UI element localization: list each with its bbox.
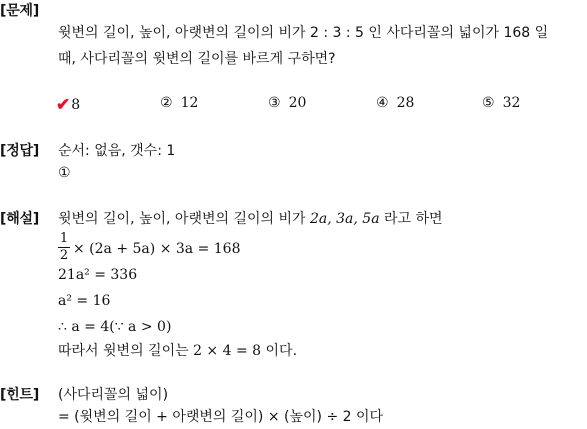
problem-text-line-2: 때, 사다리꼴의 윗변의 길이를 바르게 구하면? — [58, 51, 336, 67]
choice-3[interactable] — [268, 96, 306, 110]
conclusion-text: 따라서 윗변의 길이는 — [58, 343, 189, 359]
conclusion-math: 2 × 4 = 8 — [193, 343, 262, 359]
choice-4-value: 28 — [396, 95, 415, 111]
equation-4: ∴ a = 4(∵ a > 0) — [58, 319, 172, 335]
explanation-conclusion — [58, 344, 297, 358]
hint-line-1: (사다리꼴의 넓이) — [58, 387, 169, 403]
choice-2-number: ② — [160, 95, 173, 111]
answer-label: [정답] — [0, 143, 40, 159]
explanation-label: [해설] — [0, 211, 40, 227]
equation-1: × (2a + 5a) × 3a = 168 — [73, 241, 241, 257]
problem-text-line-1: 윗변의 길이, 높이, 아랫변의 길이의 비가 2 : 3 : 5 인 사다리꼴의 넓이가 168 일 — [58, 25, 549, 41]
checkmark-icon: ✔ — [56, 95, 71, 115]
choice-3-value: 20 — [288, 95, 307, 111]
choice-4-number: ④ — [376, 95, 389, 111]
fraction-numerator: 1 — [59, 231, 69, 246]
choice-2[interactable] — [160, 96, 198, 110]
choice-1-value: 8 — [71, 97, 81, 113]
choice-4[interactable] — [376, 96, 414, 110]
answer-order-count: 순서: 없음, 갯수: 1 — [58, 143, 176, 159]
choice-5[interactable] — [482, 96, 520, 110]
equation-3: a² = 16 — [58, 293, 111, 309]
explanation-intro-tail: 라고 하면 — [384, 211, 443, 227]
choice-5-number: ⑤ — [482, 95, 495, 111]
answer-choice: ① — [58, 165, 71, 181]
fraction-one-half — [58, 232, 70, 263]
explanation-intro — [58, 212, 443, 226]
conclusion-tail: 이다. — [265, 343, 298, 359]
explanation-intro-text: 윗변의 길이, 높이, 아랫변의 길이의 비가 — [58, 211, 306, 227]
hint-label: [힌트] — [0, 387, 40, 403]
choice-2-value: 12 — [180, 95, 199, 111]
equation-2: 21a² = 336 — [58, 267, 138, 283]
problem-label: [문제] — [0, 3, 40, 19]
choice-1[interactable] — [56, 96, 80, 113]
hint-line-2: = (윗변의 길이 + 아랫변의 길이) × (높이) ÷ 2 이다 — [58, 409, 384, 425]
choice-3-number: ③ — [268, 95, 281, 111]
fraction-denominator: 2 — [59, 248, 69, 263]
explanation-intro-vars: 2a, 3a, 5a — [310, 211, 380, 227]
choice-5-value: 32 — [502, 95, 521, 111]
